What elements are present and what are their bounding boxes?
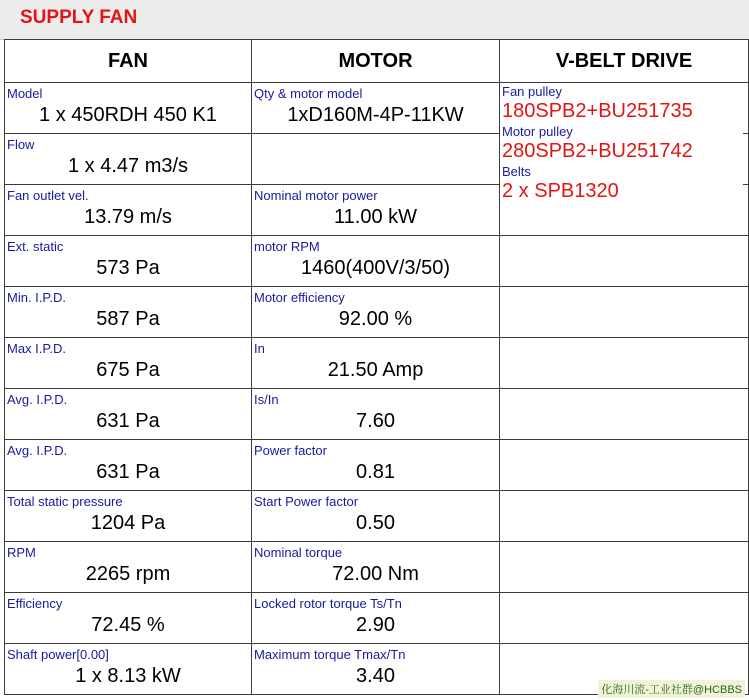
fan-cell <box>5 185 252 236</box>
motor-pulley-label: Motor pulley <box>502 124 573 139</box>
table-row <box>5 491 749 542</box>
fan-value: 587 Pa <box>96 308 160 330</box>
fan-label: Flow <box>7 137 35 152</box>
motor-label: Power factor <box>254 443 327 458</box>
motor-cell <box>252 83 500 134</box>
fan-label: Efficiency <box>7 596 63 611</box>
row-divider-tick <box>743 133 749 134</box>
fan-value: 1 x 8.13 kW <box>75 665 181 687</box>
motor-cell <box>252 389 500 440</box>
fan-value: 631 Pa <box>96 461 160 483</box>
motor-label: Is/In <box>254 392 279 407</box>
motor-value: 1460(400V/3/50) <box>300 257 450 279</box>
belt-empty-cell <box>500 542 749 593</box>
fan-value: 1 x 4.47 m3/s <box>67 155 189 177</box>
fan-pulley-label: Fan pulley <box>502 84 562 99</box>
belt-empty-cell <box>500 389 749 440</box>
motor-value: 11.00 kW <box>334 206 417 228</box>
motor-cell <box>252 440 500 491</box>
motor-label: In <box>254 341 265 356</box>
motor-label: Locked rotor torque Ts/Tn <box>254 596 402 611</box>
belt-empty-cell <box>500 491 749 542</box>
table-row <box>5 389 749 440</box>
motor-value: 2.90 <box>356 614 395 636</box>
fan-pulley-value: 180SPB2+BU251735 <box>502 100 693 122</box>
motor-cell <box>252 287 500 338</box>
fan-value: 1 x 450RDH 450 K1 <box>39 104 217 126</box>
motor-value: 3.40 <box>356 665 395 687</box>
fan-label: Total static pressure <box>7 494 123 509</box>
motor-cell <box>252 644 500 695</box>
motor-value: 92.00 % <box>338 308 413 330</box>
spec-table <box>4 39 749 695</box>
fan-cell <box>5 134 252 185</box>
belt-empty-cell <box>500 287 749 338</box>
column-header-motor: MOTOR <box>252 40 500 83</box>
motor-cell <box>252 593 500 644</box>
fan-label: Model <box>7 86 43 101</box>
column-header-fan: FAN <box>5 40 252 83</box>
motor-label: motor RPM <box>254 239 320 254</box>
motor-value: 7.60 <box>356 410 395 432</box>
motor-value: 72.00 Nm <box>332 563 419 585</box>
motor-label: Maximum torque Tmax/Tn <box>254 647 406 662</box>
page-title: SUPPLY FAN <box>20 7 138 28</box>
header-row <box>5 40 749 83</box>
motor-label: Start Power factor <box>254 494 359 509</box>
fan-value: 573 Pa <box>96 257 160 279</box>
belt-empty-cell <box>500 236 749 287</box>
table-row <box>5 440 749 491</box>
fan-cell <box>5 491 252 542</box>
fan-cell <box>5 83 252 134</box>
fan-cell <box>5 542 252 593</box>
fan-value: 675 Pa <box>96 359 160 381</box>
fan-cell <box>5 440 252 491</box>
belt-empty-cell <box>500 593 749 644</box>
fan-value: 13.79 m/s <box>84 206 172 228</box>
fan-label: Avg. I.P.D. <box>7 443 68 458</box>
table-row <box>5 542 749 593</box>
fan-cell <box>5 593 252 644</box>
fan-value: 72.45 % <box>91 614 165 636</box>
fan-cell <box>5 389 252 440</box>
motor-value: 1xD160M-4P-11KW <box>287 104 464 126</box>
belts-label: Belts <box>502 164 531 179</box>
title-bar <box>0 0 749 40</box>
table-row <box>5 593 749 644</box>
motor-pulley-value: 280SPB2+BU251742 <box>502 140 693 162</box>
belt-motor-pulley <box>500 123 748 163</box>
motor-cell <box>252 542 500 593</box>
fan-value: 631 Pa <box>96 410 160 432</box>
fan-label: RPM <box>7 545 36 560</box>
fan-cell <box>5 338 252 389</box>
fan-label: Fan outlet vel. <box>7 188 89 203</box>
fan-value: 1204 Pa <box>90 512 166 534</box>
column-header-belt: V-BELT DRIVE <box>500 40 749 83</box>
row-divider-tick <box>743 184 749 185</box>
table-row <box>5 338 749 389</box>
motor-cell <box>252 491 500 542</box>
motor-label: Nominal motor power <box>254 188 378 203</box>
fan-label: Max I.P.D. <box>7 341 67 356</box>
belt-empty-cell <box>500 338 749 389</box>
belt-belts <box>500 163 748 203</box>
motor-label: Qty & motor model <box>254 86 363 101</box>
table-row <box>5 236 749 287</box>
fan-label: Shaft power[0.00] <box>7 647 109 662</box>
motor-cell <box>252 236 500 287</box>
fan-label: Min. I.P.D. <box>7 290 67 305</box>
table-row <box>5 287 749 338</box>
motor-label: Motor efficiency <box>254 290 345 305</box>
watermark: 化海川流-工业社群@HCBBS <box>598 680 745 698</box>
fan-value: 2265 rpm <box>85 563 171 585</box>
motor-cell <box>252 134 500 185</box>
fan-label: Avg. I.P.D. <box>7 392 68 407</box>
motor-value: 21.50 Amp <box>327 359 424 381</box>
fan-cell <box>5 236 252 287</box>
motor-cell <box>252 185 500 236</box>
belt-fan-pulley <box>500 83 748 123</box>
fan-cell <box>5 287 252 338</box>
belts-value: 2 x SPB1320 <box>502 180 619 202</box>
fan-label: Ext. static <box>7 239 64 254</box>
table-row <box>5 83 749 134</box>
motor-value: 0.81 <box>356 461 395 483</box>
motor-cell <box>252 338 500 389</box>
belt-empty-cell <box>500 440 749 491</box>
fan-cell <box>5 644 252 695</box>
motor-label: Nominal torque <box>254 545 343 560</box>
v-belt-drive-cell <box>500 83 749 236</box>
motor-value: 0.50 <box>356 512 395 534</box>
